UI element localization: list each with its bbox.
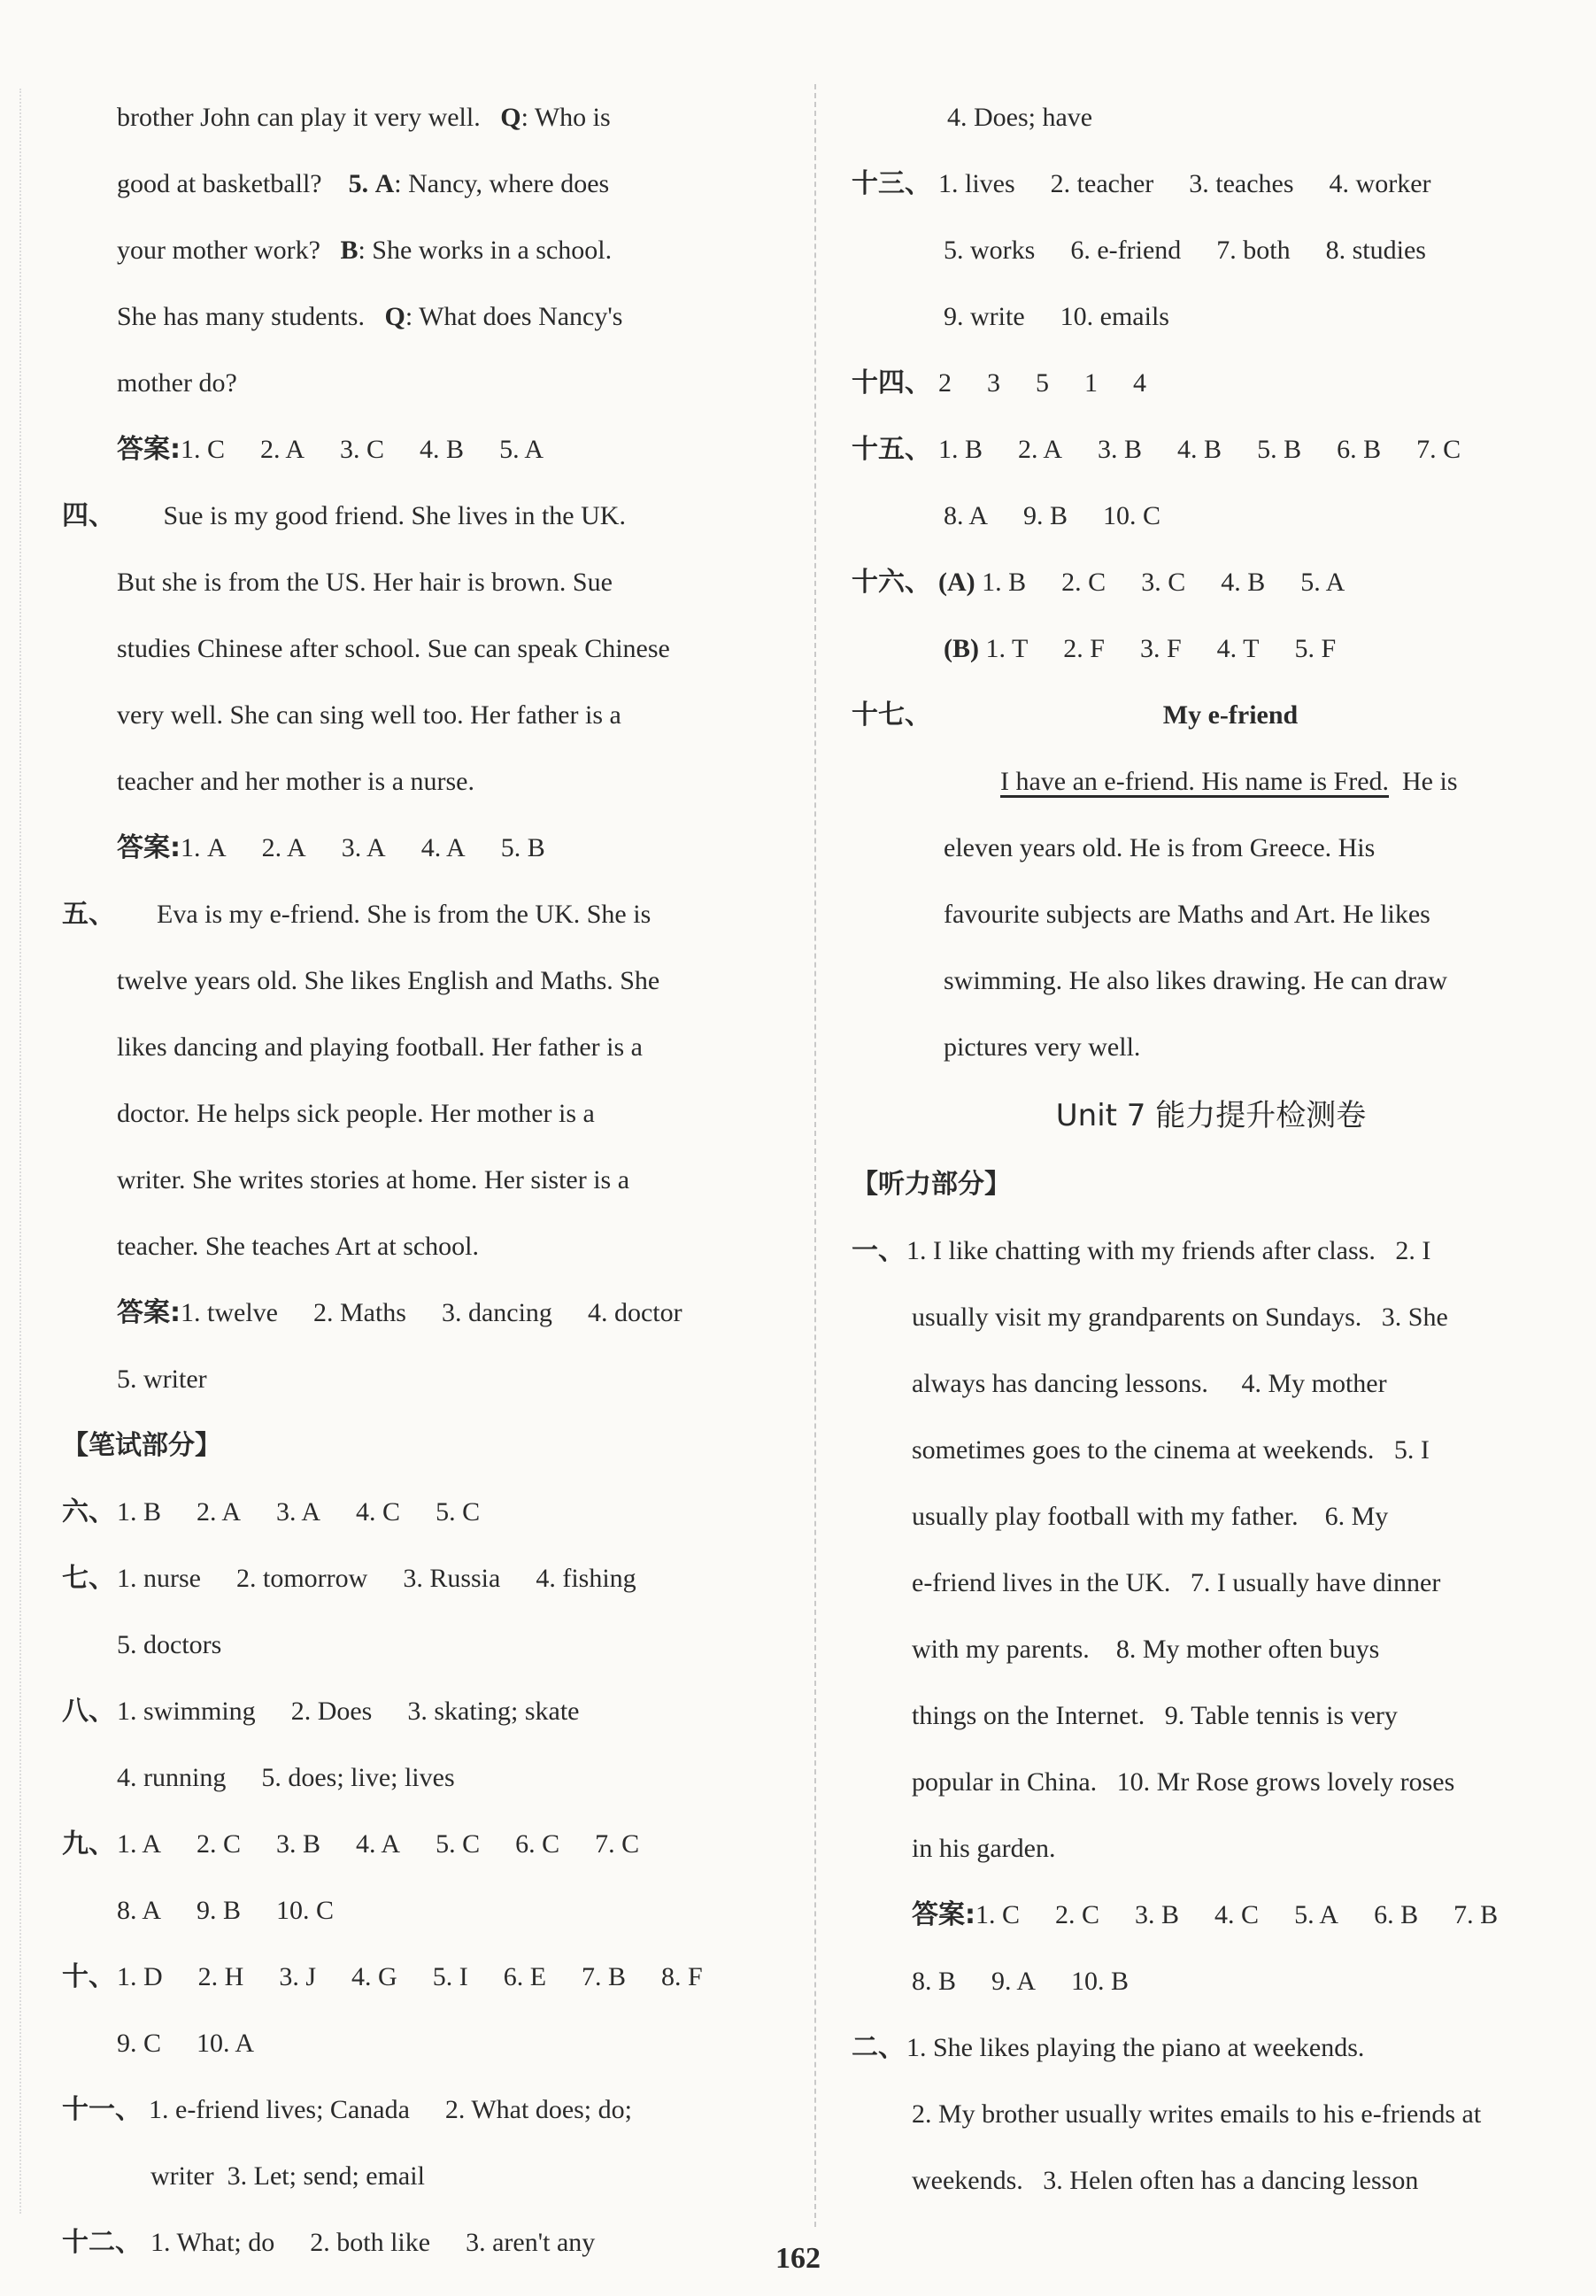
answer-line: writer 3. Let; send; email: [150, 2161, 425, 2191]
section-7: 七、1. nurse 2. tomorrow 3. Russia 4. fishing: [62, 1563, 636, 1594]
listening-section-heading: 【听力部分】: [852, 1169, 1011, 1200]
answer-line: 8. A 9. B 10. C: [117, 1896, 335, 1925]
text-line: writer. She writes stories at home. Her sister is a: [117, 1165, 630, 1194]
essay-line: favourite subjects are Maths and Art. He likes: [944, 900, 1430, 929]
essay-line: swimming. He also likes drawing. He can draw: [944, 966, 1448, 995]
answer-line: 答案:1. twelve 2. Maths 3. dancing 4. doctor: [117, 1297, 682, 1328]
text-line: studies Chinese after school. Sue can speak Chinese: [117, 634, 670, 663]
answer-line: 5. writer: [117, 1364, 207, 1394]
column-divider: [814, 84, 816, 2227]
text-line: 2. My brother usually writes emails to his e-friends at: [912, 2099, 1482, 2129]
answer-line: 9. write 10. emails: [944, 302, 1169, 331]
section-4: 四、 Sue is my good friend. She lives in the UK.: [62, 500, 626, 531]
text-line: in his garden.: [912, 1834, 1056, 1863]
text-line: e-friend lives in the UK. 7. I usually have dinner: [912, 1568, 1441, 1597]
page-edge-dots: [19, 89, 21, 2214]
section-13: 十三、 1. lives 2. teacher 3. teaches 4. worker: [852, 168, 1431, 199]
text-line: usually play football with my father. 6. My: [912, 1502, 1389, 1531]
text-line: mother do?: [117, 368, 237, 398]
text-line: always has dancing lessons. 4. My mother: [912, 1369, 1387, 1398]
section-1: 一、1. I like chatting with my friends after class. 2. I: [852, 1235, 1431, 1266]
section-11: 十一、 1. e-friend lives; Canada 2. What does; do;: [62, 2094, 632, 2125]
section-10: 十、1. D 2. H 3. J 4. G 5. I 6. E 7. B 8. F: [62, 1961, 703, 1992]
right-column: [852, 84, 1570, 2214]
page-number: 162: [775, 2242, 821, 2275]
answer-line: 9. C 10. A: [117, 2029, 255, 2058]
essay-line: eleven years old. He is from Greece. His: [944, 833, 1376, 862]
text-line: likes dancing and playing football. Her father is a: [117, 1032, 643, 1062]
text-line: good at basketball? 5. A: Nancy, where does: [117, 169, 610, 198]
answer-line: 5. works 6. e-friend 7. both 8. studies: [944, 236, 1426, 265]
section-14: 十四、 2 3 5 1 4: [852, 367, 1146, 398]
section-12: 十二、 1. What; do 2. both like 3. aren't any: [62, 2227, 596, 2258]
text-line: twelve years old. She likes English and Maths. She: [117, 966, 660, 995]
section-8: 八、1. swimming 2. Does 3. skating; skate: [62, 1696, 580, 1727]
section-2: 二、1. She likes playing the piano at weekends.: [852, 2032, 1365, 2063]
section-17: 十七、 My e-friend: [852, 682, 1570, 748]
essay-title: My e-friend: [1162, 700, 1299, 730]
text-line: doctor. He helps sick people. Her mother is a: [117, 1099, 595, 1128]
answer-line: 答案:1. A 2. A 3. A 4. A 5. B: [117, 832, 545, 863]
essay-line: I have an e-friend. His name is Fred. He is: [1000, 767, 1458, 796]
section-15: 十五、 1. B 2. A 3. B 4. B 5. B 6. B 7. C: [852, 434, 1461, 465]
text-line: your mother work? B: She works in a school.: [117, 236, 613, 265]
text-line: things on the Internet. 9. Table tennis is very: [912, 1701, 1398, 1730]
text-line: brother John can play it very well. Q: Who is: [117, 103, 611, 132]
section-5: 五、 Eva is my e-friend. She is from the UK. She is: [62, 899, 652, 930]
text-line: usually visit my grandparents on Sundays. 3. She: [912, 1303, 1448, 1332]
answer-line: 答案:1. C 2. A 3. C 4. B 5. A: [117, 434, 544, 465]
section-9: 九、1. A 2. C 3. B 4. A 5. C 6. C 7. C: [62, 1828, 640, 1859]
section-16: 十六、 (A) 1. B 2. C 3. C 4. B 5. A: [852, 567, 1345, 598]
answer-line: 4. Does; have: [947, 103, 1093, 132]
answer-line: 5. doctors: [117, 1630, 222, 1659]
written-section-heading: 【笔试部分】: [62, 1430, 221, 1461]
text-line: teacher. She teaches Art at school.: [117, 1232, 480, 1261]
text-line: teacher and her mother is a nurse.: [117, 767, 474, 796]
text-line: But she is from the US. Her hair is brown. Sue: [117, 568, 613, 597]
answer-line: 答案:1. C 2. C 3. B 4. C 5. A 6. B 7. B: [912, 1899, 1499, 1930]
text-line: popular in China. 10. Mr Rose grows lovely roses: [912, 1767, 1455, 1797]
essay-line: pictures very well.: [944, 1032, 1141, 1062]
text-line: with my parents. 8. My mother often buys: [912, 1635, 1380, 1664]
text-line: sometimes goes to the cinema at weekends. 5. I: [912, 1435, 1430, 1465]
text-line: She has many students. Q: What does Nancy's: [117, 302, 623, 331]
answer-line: (B) 1. T 2. F 3. F 4. T 5. F: [944, 634, 1337, 663]
left-column: [62, 84, 779, 2276]
unit-title: Unit 7 能力提升检测卷: [1055, 1098, 1367, 1133]
section-6: 六、1. B 2. A 3. A 4. C 5. C: [62, 1496, 481, 1527]
text-line: very well. She can sing well too. Her father is a: [117, 700, 621, 730]
answer-line: 8. B 9. A 10. B: [912, 1967, 1130, 1996]
answer-line: 8. A 9. B 10. C: [944, 501, 1161, 530]
text-line: weekends. 3. Helen often has a dancing lesson: [912, 2166, 1419, 2195]
answer-line: 4. running 5. does; live; lives: [117, 1763, 455, 1792]
